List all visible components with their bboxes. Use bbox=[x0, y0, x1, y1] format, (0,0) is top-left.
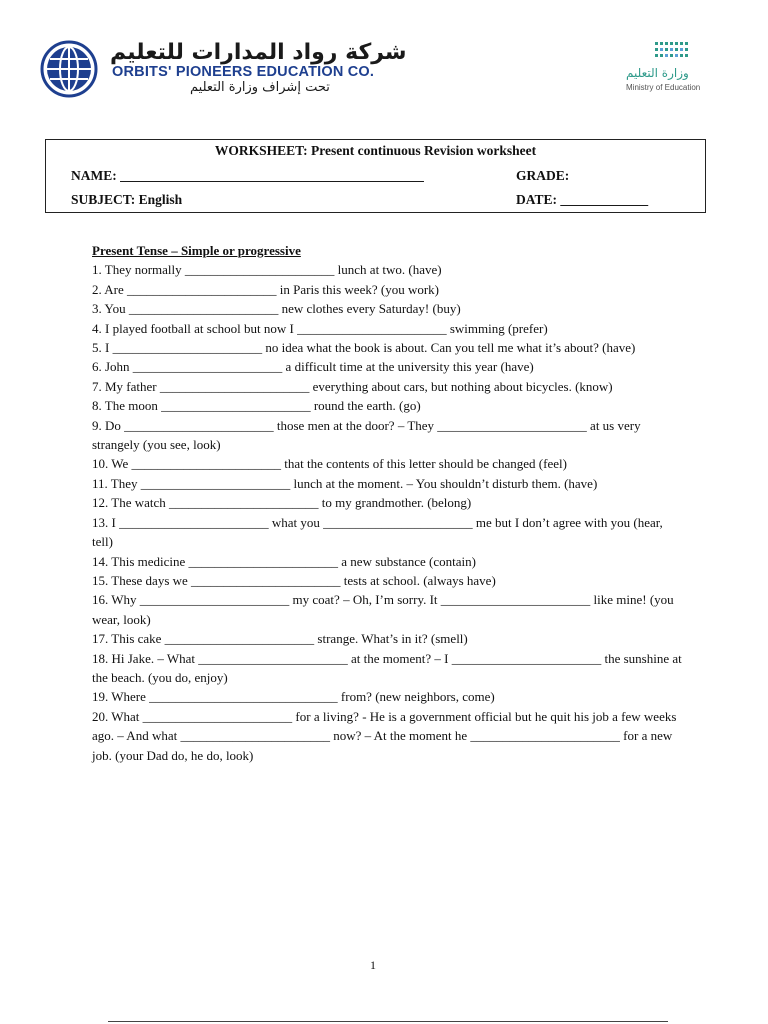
ministry-dots-icon bbox=[653, 40, 693, 62]
question-item: 7. My father _______________________ everything about cars, but nothing about bicycles. (know) bbox=[92, 378, 613, 394]
question-item: 8. The moon _______________________ round the earth. (go) bbox=[92, 398, 421, 414]
ministry-logo bbox=[620, 40, 700, 100]
ministry-name-arabic: وزارة التعليم bbox=[626, 66, 689, 80]
question-item: 15. These days we _______________________ tests at school. (always have) bbox=[92, 572, 496, 588]
question-item: 20. What _______________________ for a living? - He is a government official but he quit his job a few weeks ago. – And what _______________________ now? – At the moment he _______________________ for a new job. (your Dad do, he do, look) bbox=[92, 708, 677, 763]
date-blank[interactable]: _____________ bbox=[560, 192, 649, 207]
question-item: 13. I _______________________ what you _______________________ me but I don’t agree with you (hear, tell) bbox=[92, 514, 663, 550]
question-item: 2. Are _______________________ in Paris this week? (you work) bbox=[92, 281, 439, 297]
question-item: 12. The watch _______________________ to my grandmother. (belong) bbox=[92, 495, 472, 511]
question-item: 18. Hi Jake. – What _______________________ at the moment? – I _______________________ the sunshine at the beach. (you do, enjoy) bbox=[92, 650, 682, 685]
worksheet-header-box bbox=[45, 139, 706, 213]
date-label: DATE: bbox=[516, 192, 558, 207]
question-item: 3. You _______________________ new clothes every Saturday! (buy) bbox=[92, 301, 461, 317]
question-item: 16. Why _______________________ my coat? – Oh, I’m sorry. It _______________________ like mine! (you wear, look) bbox=[92, 592, 674, 627]
question-item: 14. This medicine _______________________ a new substance (contain) bbox=[92, 553, 476, 569]
question-item: 19. Where _____________________________ from? (new neighbors, come) bbox=[92, 689, 495, 705]
company-subtitle-arabic: تحت إشراف وزارة التعليم bbox=[190, 80, 330, 95]
section-title: Present Tense – Simple or progressive bbox=[92, 243, 301, 258]
company-name-english: ORBITS' PIONEERS EDUCATION CO. bbox=[112, 64, 375, 80]
company-name-arabic: شركة رواد المدارات للتعليم bbox=[110, 40, 407, 65]
name-row bbox=[71, 168, 424, 184]
date-row bbox=[516, 192, 648, 208]
grade-label: GRADE: bbox=[516, 168, 570, 183]
question-item: 1. They normally _______________________ lunch at two. (have) bbox=[92, 262, 442, 278]
page-number: 1 bbox=[370, 958, 376, 972]
question-item: 5. I _______________________ no idea what the book is about. Can you tell me what it’s about? (have) bbox=[92, 340, 636, 356]
name-blank[interactable]: _____________________________________________ bbox=[120, 168, 424, 183]
question-item: 11. They _______________________ lunch at the moment. – You shouldn’t disturb them. (have) bbox=[92, 475, 598, 491]
name-label: NAME: bbox=[71, 168, 117, 183]
worksheet-title: WORKSHEET: Present continuous Revision worksheet bbox=[214, 143, 537, 158]
question-item: 4. I played football at school but now I _______________________ swimming (prefer) bbox=[92, 320, 548, 336]
question-item: 9. Do _______________________ those men at the door? – They _______________________ at us very strangely (you see, look) bbox=[92, 417, 641, 453]
question-item: 6. John _______________________ a difficult time at the university this year (have) bbox=[92, 359, 534, 375]
company-logo bbox=[40, 40, 407, 100]
worksheet-content bbox=[92, 241, 682, 765]
subject-label: SUBJECT: English bbox=[71, 192, 183, 207]
question-list bbox=[92, 260, 682, 765]
footer-divider bbox=[108, 1021, 668, 1022]
globe-icon bbox=[40, 40, 98, 98]
ministry-name-english: Ministry of Education bbox=[626, 83, 701, 92]
question-item: 10. We _______________________ that the contents of this letter should be changed (feel) bbox=[92, 456, 567, 472]
question-item: 17. This cake _______________________ strange. What’s in it? (smell) bbox=[92, 631, 468, 647]
